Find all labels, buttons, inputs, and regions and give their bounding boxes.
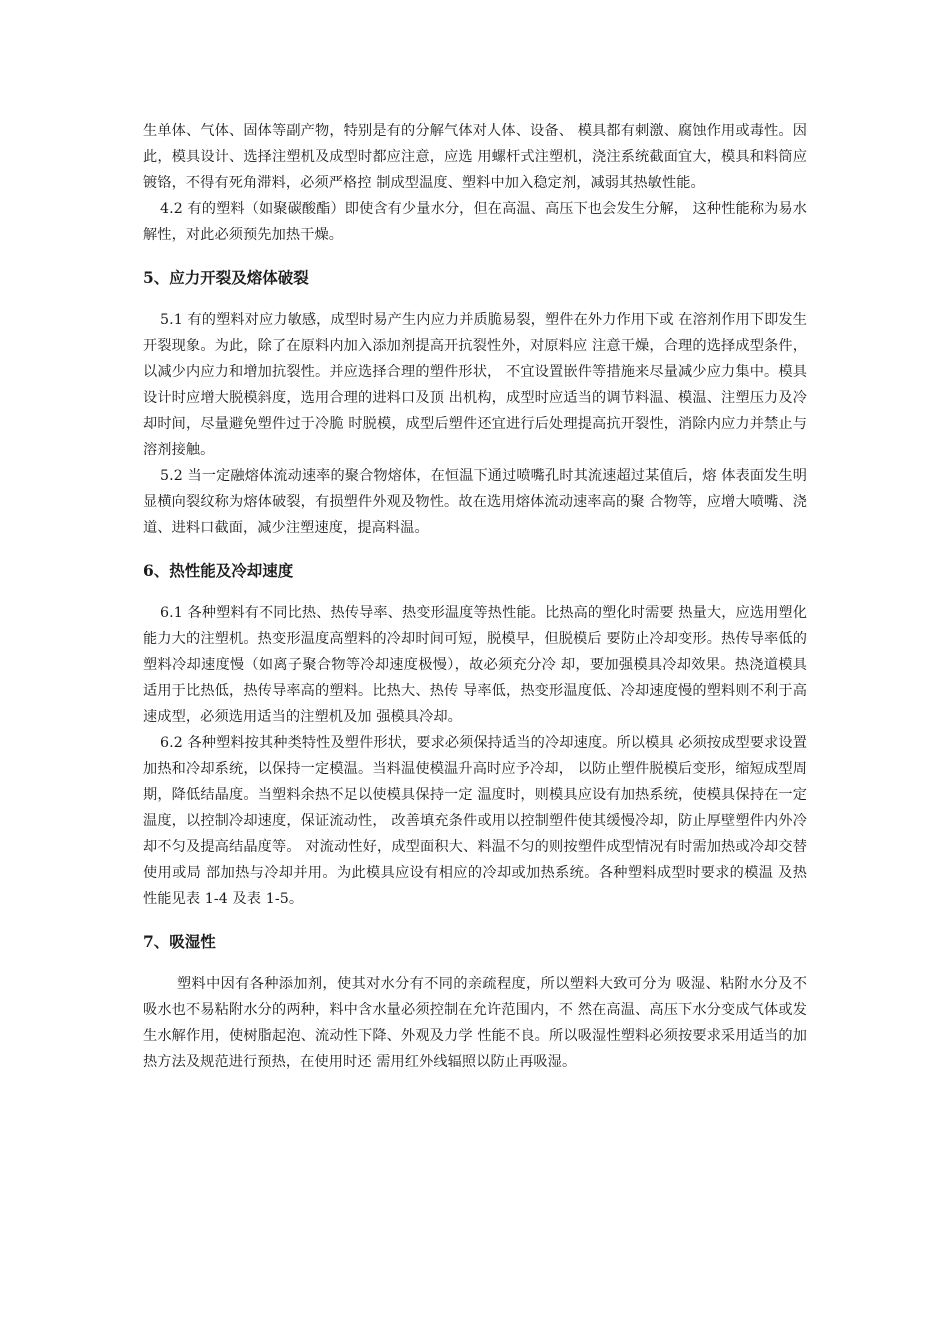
section-6-number: 6 [143,561,154,580]
section-6-heading [143,558,807,584]
section-6-paragraph-2: 6.2 各种塑料按其种类特性及塑件形状，要求必须保持适当的冷却速度。所以模具 必须按成型要求设置加热和冷却系统，以保持一定模温。当料温使模温升高时应予冷却， 以防止塑件脱模后变形，缩短成型周期，降低结晶度。当塑料余热不足以使模具保持一定 温度时，则模具应设有加热系统，使模具保持在一定温度，以控制冷却速度，保证流动性， 改善填充条件或用以控制塑件使其缓慢冷却，防止厚壁塑件内外冷却不匀及提高结晶度等。 对流动性好，成型面积大、料温不匀的则按塑件成型情况有时需加热或冷却交替使用或局 部加热与冷却并用。为此模具应设有相应的冷却或加热系统。各种塑料成型时要求的模温 及热性能见表 1-4 及表 1-5。 [143,735,807,907]
section-5-title: 、应力开裂及熔体破裂 [153,268,309,287]
section-5-paragraph-1: 5.1 有的塑料对应力敏感，成型时易产生内应力并质脆易裂，塑件在外力作用下或 在溶剂作用下即发生开裂现象。为此，除了在原料内加入添加剂提高开抗裂性外，对原料应 注意干燥，合理的选择成型条件，以减少内应力和增加抗裂性。并应选择合理的塑件形状， 不宜设置嵌件等措施来尽量减少应力集中。模具设计时应增大脱模斜度，选用合理的进料口及顶 出机构，成型时应适当的调节料温、模温、注塑压力及冷却时间，尽量避免塑件过于冷脆 时脱模，成型后塑件还宜进行后处理提高抗开裂性，消除内应力并禁止与溶剂接触。 [143,312,807,458]
intro-paragraph-1: 生单体、气体、固体等副产物，特别是有的分解气体对人体、设备、 模具都有刺激、腐蚀作用或毒性。因此，模具设计、选择注塑机及成型时都应注意，应选 用螺杆式注塑机，浇注系统截面宜大，模具和料筒应镀铬，不得有死角滞料，必须严格控 制成型温度、塑料中加入稳定剂，减弱其热敏性能。 [143,123,807,191]
section-7-heading [143,929,807,955]
document-page [143,118,807,1075]
section-7-number: 7 [143,932,154,951]
section-5-paragraph-2: 5.2 当一定融熔体流动速率的聚合物熔体，在恒温下通过喷嘴孔时其流速超过某值后，熔 体表面发生明显横向裂纹称为熔体破裂，有损塑件外观及物性。故在选用熔体流动速率高的聚 合物等，应增大喷嘴、浇道、进料口截面，减少注塑速度，提高料温。 [143,468,807,536]
section-5-heading [143,265,807,291]
section-5-number: 5 [143,268,154,287]
section-7-title: 、吸湿性 [153,932,216,951]
section-6-title: 、热性能及冷却速度 [153,561,294,580]
intro-paragraph-2: 4.2 有的塑料（如聚碳酸酯）即使含有少量水分，但在高温、高压下也会发生分解， 这种性能称为易水解性，对此必须预先加热干燥。 [143,201,807,243]
section-6-paragraph-1: 6.1 各种塑料有不同比热、热传导率、热变形温度等热性能。比热高的塑化时需要 热量大，应选用塑化能力大的注塑机。热变形温度高塑料的冷却时间可短，脱模早，但脱模后 要防止冷却变形。热传导率低的塑料冷却速度慢（如离子聚合物等冷却速度极慢），故必须充分冷 却，要加强模具冷却效果。热浇道模具适用于比热低，热传导率高的塑料。比热大、热传 导率低，热变形温度低、冷却速度慢的塑料则不利于高速成型，必须选用适当的注塑机及加 强模具冷却。 [143,605,807,725]
section-7-paragraph-1: 塑料中因有各种添加剂，使其对水分有不同的亲疏程度，所以塑料大致可分为 吸湿、粘附水分及不吸水也不易粘附水分的两种，料中含水量必须控制在允许范围内，不 然在高温、高压下水分变成气体或发生水解作用，使树脂起泡、流动性下降、外观及力学 性能不良。所以吸湿性塑料必须按要求采用适当的加热方法及规范进行预热，在使用时还 需用红外线辐照以防止再吸湿。 [143,976,807,1070]
